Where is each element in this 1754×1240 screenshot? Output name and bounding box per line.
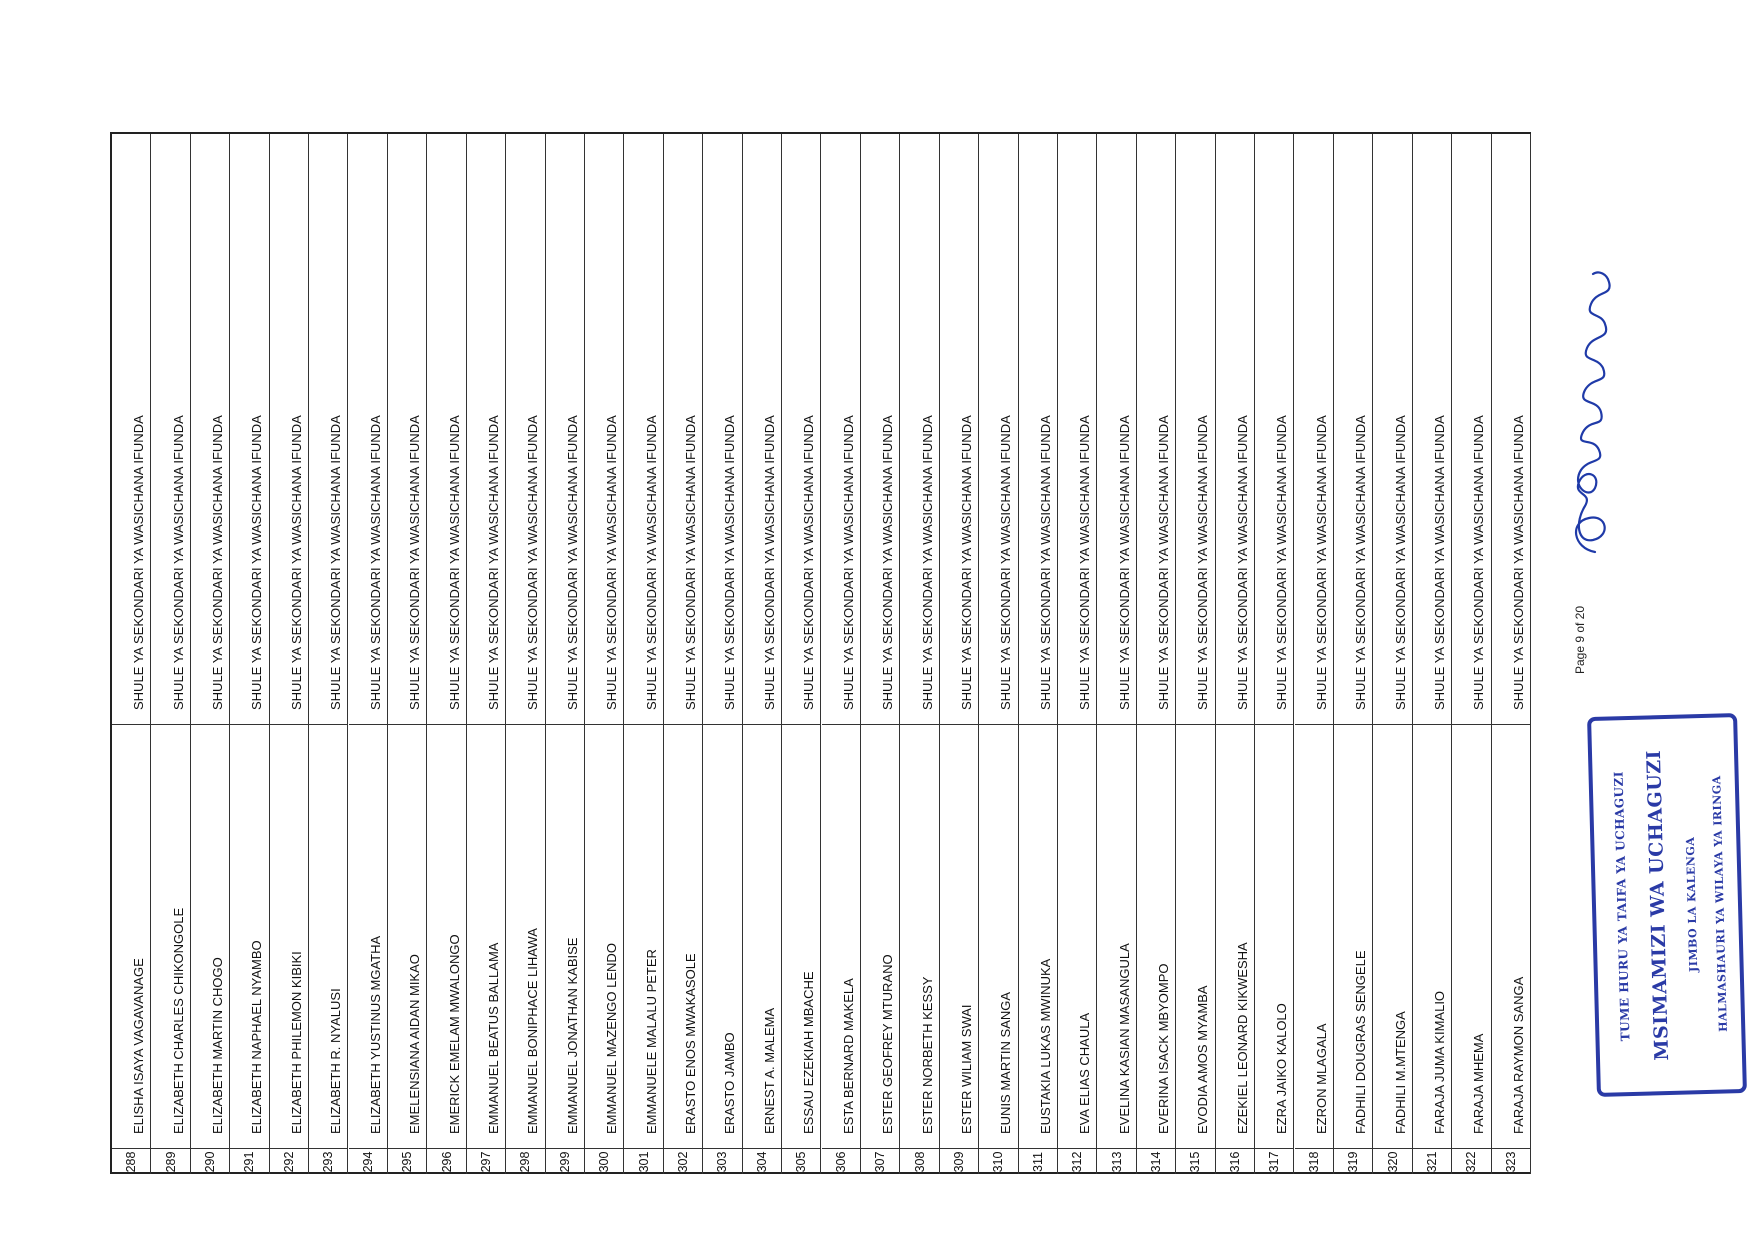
name-cell (743, 724, 781, 1148)
stamp-line-1: TUME HURU YA TAIFA YA UCHAGUZI (1611, 770, 1633, 1042)
table-row (467, 134, 506, 1174)
page-number: Page 9 of 20 (1573, 605, 1587, 675)
table-row (979, 134, 1018, 1174)
school-cell (427, 134, 465, 724)
row-number: 302 (676, 1151, 691, 1172)
table-row (427, 134, 466, 1174)
polling-station: SHULE YA SEKONDARI YA WASICHANA IFUNDA (1431, 415, 1447, 710)
polling-station: SHULE YA SEKONDARI YA WASICHANA IFUNDA (1234, 415, 1250, 710)
name-cell (1097, 724, 1135, 1148)
voter-name: EZRON MLAGALA (1313, 1023, 1329, 1134)
name-cell (1492, 724, 1530, 1148)
voter-name: ELIZABETH MARTIN CHOGO (210, 957, 226, 1134)
school-cell (585, 134, 623, 724)
voter-name: EVA ELIAS CHAULA (1077, 1012, 1093, 1134)
name-cell (1176, 724, 1214, 1148)
voter-name: EMELENSIANA AIDAN MIKAO (407, 954, 423, 1134)
table-row (309, 134, 348, 1174)
voter-name: ERASTO JAMBO (722, 1032, 738, 1134)
polling-station: SHULE YA SEKONDARI YA WASICHANA IFUNDA (1471, 415, 1487, 710)
row-number-cell (782, 1148, 820, 1174)
voter-name: ESTER NORBETH KESSY (919, 976, 935, 1134)
row-number: 316 (1227, 1151, 1242, 1172)
row-number: 296 (439, 1151, 454, 1172)
row-number-cell (1492, 1148, 1530, 1174)
name-cell (546, 724, 584, 1148)
row-number-cell (1216, 1148, 1254, 1174)
name-cell (1413, 724, 1451, 1148)
row-number-cell (388, 1148, 426, 1174)
table-row (861, 134, 900, 1174)
row-number-cell (309, 1148, 347, 1174)
voter-name: ERASTO ENOS MWAKASOLE (683, 953, 699, 1134)
row-number: 312 (1070, 1151, 1085, 1172)
school-cell (1492, 134, 1530, 724)
voter-name: FADHILI DOUGRAS SENGELE (1353, 950, 1369, 1134)
table-row (1216, 134, 1255, 1174)
table-row (1176, 134, 1215, 1174)
school-cell (979, 134, 1017, 724)
name-cell (900, 724, 938, 1148)
school-cell (506, 134, 544, 724)
row-number-cell (506, 1148, 544, 1174)
school-cell (1373, 134, 1411, 724)
row-number-cell (427, 1148, 465, 1174)
name-cell (585, 724, 623, 1148)
table-row (506, 134, 545, 1174)
polling-station: SHULE YA SEKONDARI YA WASICHANA IFUNDA (288, 415, 304, 710)
polling-station: SHULE YA SEKONDARI YA WASICHANA IFUNDA (407, 415, 423, 710)
row-number: 310 (991, 1151, 1006, 1172)
polling-station: SHULE YA SEKONDARI YA WASICHANA IFUNDA (525, 415, 541, 710)
row-number-cell (349, 1148, 387, 1174)
stamp-line-4: HALMASHAURI YA WILAYA YA IRINGA (1710, 775, 1730, 1033)
name-cell (1058, 724, 1096, 1148)
name-cell (624, 724, 662, 1148)
row-number: 308 (912, 1151, 927, 1172)
school-cell (664, 134, 702, 724)
row-number: 305 (794, 1151, 809, 1172)
row-number-cell (467, 1148, 505, 1174)
row-number-cell (822, 1148, 860, 1174)
table-row (151, 134, 190, 1174)
school-cell (1255, 134, 1293, 724)
row-number: 293 (321, 1151, 336, 1172)
table-row (703, 134, 742, 1174)
voter-name: ERNEST A. MALEMA (761, 1007, 777, 1134)
row-number-cell (1019, 1148, 1057, 1174)
voter-list-table (110, 132, 1531, 1174)
row-number-cell (861, 1148, 899, 1174)
row-number: 311 (1030, 1151, 1045, 1172)
row-number-cell (1413, 1148, 1451, 1174)
polling-station: SHULE YA SEKONDARI YA WASICHANA IFUNDA (840, 415, 856, 710)
row-number: 309 (951, 1151, 966, 1172)
school-cell (1176, 134, 1214, 724)
row-number: 289 (163, 1151, 178, 1172)
voter-name: EMMANUEL MAZENGO LENDO (604, 943, 620, 1134)
polling-station: SHULE YA SEKONDARI YA WASICHANA IFUNDA (1510, 415, 1526, 710)
polling-station: SHULE YA SEKONDARI YA WASICHANA IFUNDA (643, 415, 659, 710)
school-cell (624, 134, 662, 724)
name-cell (1373, 724, 1411, 1148)
name-cell (1019, 724, 1057, 1148)
table-row (191, 134, 230, 1174)
school-cell (1097, 134, 1135, 724)
name-cell (1255, 724, 1293, 1148)
name-cell (822, 724, 860, 1148)
polling-station: SHULE YA SEKONDARI YA WASICHANA IFUNDA (1313, 415, 1329, 710)
polling-station: SHULE YA SEKONDARI YA WASICHANA IFUNDA (683, 415, 699, 710)
row-number-cell (270, 1148, 308, 1174)
voter-name: ELISHA ISAYA VAGAVANAGE (131, 958, 147, 1134)
table-row (624, 134, 663, 1174)
polling-station: SHULE YA SEKONDARI YA WASICHANA IFUNDA (1077, 415, 1093, 710)
name-cell (112, 724, 150, 1148)
voter-name: EMMANUELE MALALU PETER (643, 949, 659, 1134)
name-cell (349, 724, 387, 1148)
table-row (1019, 134, 1058, 1174)
polling-station: SHULE YA SEKONDARI YA WASICHANA IFUNDA (249, 415, 265, 710)
name-cell (979, 724, 1017, 1148)
row-number-cell (1176, 1148, 1214, 1174)
school-cell (900, 134, 938, 724)
name-cell (664, 724, 702, 1148)
voter-name: EVERINA ISACK MBYOMPO (1156, 963, 1172, 1134)
school-cell (151, 134, 189, 724)
table-row (1058, 134, 1097, 1174)
row-number: 307 (873, 1151, 888, 1172)
voter-name: ESTER GEOFREY MTURANO (880, 954, 896, 1134)
name-cell (388, 724, 426, 1148)
school-cell (822, 134, 860, 724)
polling-station: SHULE YA SEKONDARI YA WASICHANA IFUNDA (919, 415, 935, 710)
polling-station: SHULE YA SEKONDARI YA WASICHANA IFUNDA (761, 415, 777, 710)
table-row (1255, 134, 1294, 1174)
name-cell (861, 724, 899, 1148)
name-cell (940, 724, 978, 1148)
row-number: 304 (754, 1151, 769, 1172)
row-number-cell (979, 1148, 1017, 1174)
handwritten-signature (1555, 260, 1625, 560)
row-number-cell (191, 1148, 229, 1174)
name-cell (191, 724, 229, 1148)
table-row (546, 134, 585, 1174)
row-number: 314 (1149, 1151, 1164, 1172)
row-number: 320 (1385, 1151, 1400, 1172)
voter-name: ESTER WILIAM SWAI (958, 1004, 974, 1134)
voter-name: ESTA BERNARD MAKELA (840, 978, 856, 1134)
school-cell (230, 134, 268, 724)
polling-station: SHULE YA SEKONDARI YA WASICHANA IFUNDA (210, 415, 226, 710)
row-number: 292 (281, 1151, 296, 1172)
school-cell (1334, 134, 1372, 724)
row-number: 290 (203, 1151, 218, 1172)
table-row (1452, 134, 1491, 1174)
voter-name: ESSAU EZEKIAH MBACHE (801, 971, 817, 1134)
school-cell (703, 134, 741, 724)
name-cell (151, 724, 189, 1148)
school-cell (1058, 134, 1096, 724)
polling-station: SHULE YA SEKONDARI YA WASICHANA IFUNDA (1116, 415, 1132, 710)
polling-station: SHULE YA SEKONDARI YA WASICHANA IFUNDA (998, 415, 1014, 710)
voter-name: EVODIA AMOS MYAMBA (1195, 985, 1211, 1134)
school-cell (782, 134, 820, 724)
row-number-cell (624, 1148, 662, 1174)
row-number: 291 (242, 1151, 257, 1172)
name-cell (427, 724, 465, 1148)
row-number-cell (1255, 1148, 1293, 1174)
school-cell (112, 134, 150, 724)
polling-station: SHULE YA SEKONDARI YA WASICHANA IFUNDA (1156, 415, 1172, 710)
table-row (230, 134, 269, 1174)
name-cell (506, 724, 544, 1148)
row-number: 318 (1306, 1151, 1321, 1172)
stamp-line-3: JIMBO LA KALENGA (1683, 836, 1701, 973)
school-cell (309, 134, 347, 724)
row-number-cell (112, 1148, 150, 1174)
stamp-line-2: MSIMAMIZI WA UCHAGUZI (1642, 749, 1674, 1061)
row-number-cell (703, 1148, 741, 1174)
name-cell (309, 724, 347, 1148)
row-number-cell (1137, 1148, 1175, 1174)
name-cell (1137, 724, 1175, 1148)
school-cell (1413, 134, 1451, 724)
school-cell (940, 134, 978, 724)
row-number: 322 (1464, 1151, 1479, 1172)
row-number-cell (743, 1148, 781, 1174)
polling-station: SHULE YA SEKONDARI YA WASICHANA IFUNDA (564, 415, 580, 710)
polling-station: SHULE YA SEKONDARI YA WASICHANA IFUNDA (880, 415, 896, 710)
school-cell (270, 134, 308, 724)
row-number: 323 (1503, 1151, 1518, 1172)
school-cell (191, 134, 229, 724)
row-number-cell (1097, 1148, 1135, 1174)
row-number: 303 (715, 1151, 730, 1172)
school-cell (1295, 134, 1333, 724)
name-cell (1295, 724, 1333, 1148)
name-cell (467, 724, 505, 1148)
table-row (1334, 134, 1373, 1174)
table-row (112, 134, 151, 1174)
polling-station: SHULE YA SEKONDARI YA WASICHANA IFUNDA (1274, 415, 1290, 710)
row-number: 315 (1188, 1151, 1203, 1172)
table-row (822, 134, 861, 1174)
name-cell (782, 724, 820, 1148)
voter-name: EMMANUEL BONIPHACE LIHAWA (525, 928, 541, 1134)
table-row (664, 134, 703, 1174)
polling-station: SHULE YA SEKONDARI YA WASICHANA IFUNDA (722, 415, 738, 710)
polling-station: SHULE YA SEKONDARI YA WASICHANA IFUNDA (446, 415, 462, 710)
table-row (270, 134, 309, 1174)
row-number: 297 (478, 1151, 493, 1172)
polling-station: SHULE YA SEKONDARI YA WASICHANA IFUNDA (1037, 415, 1053, 710)
row-number-cell (1334, 1148, 1372, 1174)
voter-name: ELIZABETH CHARLES CHIKONGOLE (170, 907, 186, 1134)
table-row (585, 134, 624, 1174)
polling-station: SHULE YA SEKONDARI YA WASICHANA IFUNDA (131, 415, 147, 710)
row-number-cell (1295, 1148, 1333, 1174)
voter-name: ELIZABETH PHILEMON KIBIKI (288, 951, 304, 1134)
voter-name: EUSTAKIA LUKAS MWINUKA (1037, 958, 1053, 1134)
row-number-cell (151, 1148, 189, 1174)
table-row (782, 134, 821, 1174)
table-row (743, 134, 782, 1174)
row-number-cell (1452, 1148, 1490, 1174)
school-cell (546, 134, 584, 724)
polling-station: SHULE YA SEKONDARI YA WASICHANA IFUNDA (1392, 415, 1408, 710)
name-cell (1452, 724, 1490, 1148)
polling-station: SHULE YA SEKONDARI YA WASICHANA IFUNDA (170, 415, 186, 710)
row-number: 317 (1267, 1151, 1282, 1172)
school-cell (467, 134, 505, 724)
school-cell (1137, 134, 1175, 724)
school-cell (388, 134, 426, 724)
table-row (349, 134, 388, 1174)
name-cell (1216, 724, 1254, 1148)
school-cell (1216, 134, 1254, 724)
voter-name: EMMANUEL BEATUS BALLAMA (485, 942, 501, 1134)
table-row (1295, 134, 1334, 1174)
voter-name: EMERICK EMELAM MWALONGO (446, 934, 462, 1134)
row-number: 301 (636, 1151, 651, 1172)
voter-name: FARAJA JUMA KIMALIO (1431, 990, 1447, 1134)
row-number-cell (900, 1148, 938, 1174)
school-cell (1452, 134, 1490, 724)
polling-station: SHULE YA SEKONDARI YA WASICHANA IFUNDA (958, 415, 974, 710)
table-row (1097, 134, 1136, 1174)
election-official-stamp (1587, 713, 1747, 1097)
name-cell (703, 724, 741, 1148)
school-cell (861, 134, 899, 724)
voter-name: ELIZABETH NAPHAEL NYAMBO (249, 940, 265, 1134)
row-number-cell (1058, 1148, 1096, 1174)
row-number: 319 (1346, 1151, 1361, 1172)
voter-name: EUNIS MARTIN SANGA (998, 991, 1014, 1134)
polling-station: SHULE YA SEKONDARI YA WASICHANA IFUNDA (328, 415, 344, 710)
table-row (388, 134, 427, 1174)
row-number-cell (585, 1148, 623, 1174)
row-number: 298 (518, 1151, 533, 1172)
polling-station: SHULE YA SEKONDARI YA WASICHANA IFUNDA (1353, 415, 1369, 710)
school-cell (349, 134, 387, 724)
row-number: 288 (124, 1151, 139, 1172)
row-number: 306 (833, 1151, 848, 1172)
school-cell (1019, 134, 1057, 724)
voter-name: ELIZABETH YUSTINUS MGATHA (367, 935, 383, 1134)
table-row (1137, 134, 1176, 1174)
school-cell (743, 134, 781, 724)
voter-name: EVELINA KASIAN MASANGULA (1116, 943, 1132, 1134)
table-row (900, 134, 939, 1174)
name-cell (270, 724, 308, 1148)
row-number: 321 (1424, 1151, 1439, 1172)
row-number-cell (230, 1148, 268, 1174)
row-number-cell (664, 1148, 702, 1174)
table-row (1373, 134, 1412, 1174)
voter-name: EZRA JAIKO KALOLO (1274, 1003, 1290, 1134)
name-cell (1334, 724, 1372, 1148)
voter-name: FARAJA RAYMON SANGA (1510, 976, 1526, 1134)
name-cell (230, 724, 268, 1148)
polling-station: SHULE YA SEKONDARI YA WASICHANA IFUNDA (367, 415, 383, 710)
polling-station: SHULE YA SEKONDARI YA WASICHANA IFUNDA (801, 415, 817, 710)
voter-name: EMMANUEL JONATHAN KABISE (564, 937, 580, 1134)
polling-station: SHULE YA SEKONDARI YA WASICHANA IFUNDA (604, 415, 620, 710)
voter-name: ELIZABETH R. NYALUSI (328, 988, 344, 1134)
table-row (940, 134, 979, 1174)
row-number: 295 (400, 1151, 415, 1172)
row-number-cell (1373, 1148, 1411, 1174)
row-number: 294 (360, 1151, 375, 1172)
row-number: 299 (557, 1151, 572, 1172)
voter-name: EZEKIEL LEONARD KIKWESHA (1234, 942, 1250, 1134)
row-number-cell (546, 1148, 584, 1174)
row-number: 300 (597, 1151, 612, 1172)
voter-name: FADHILI M.MTENGA (1392, 1011, 1408, 1134)
polling-station: SHULE YA SEKONDARI YA WASICHANA IFUNDA (485, 415, 501, 710)
row-number: 313 (1109, 1151, 1124, 1172)
row-number-cell (940, 1148, 978, 1174)
polling-station: SHULE YA SEKONDARI YA WASICHANA IFUNDA (1195, 415, 1211, 710)
table-row (1413, 134, 1452, 1174)
table-row (1492, 134, 1531, 1174)
voter-name: FARAJA MHEMA (1471, 1033, 1487, 1134)
